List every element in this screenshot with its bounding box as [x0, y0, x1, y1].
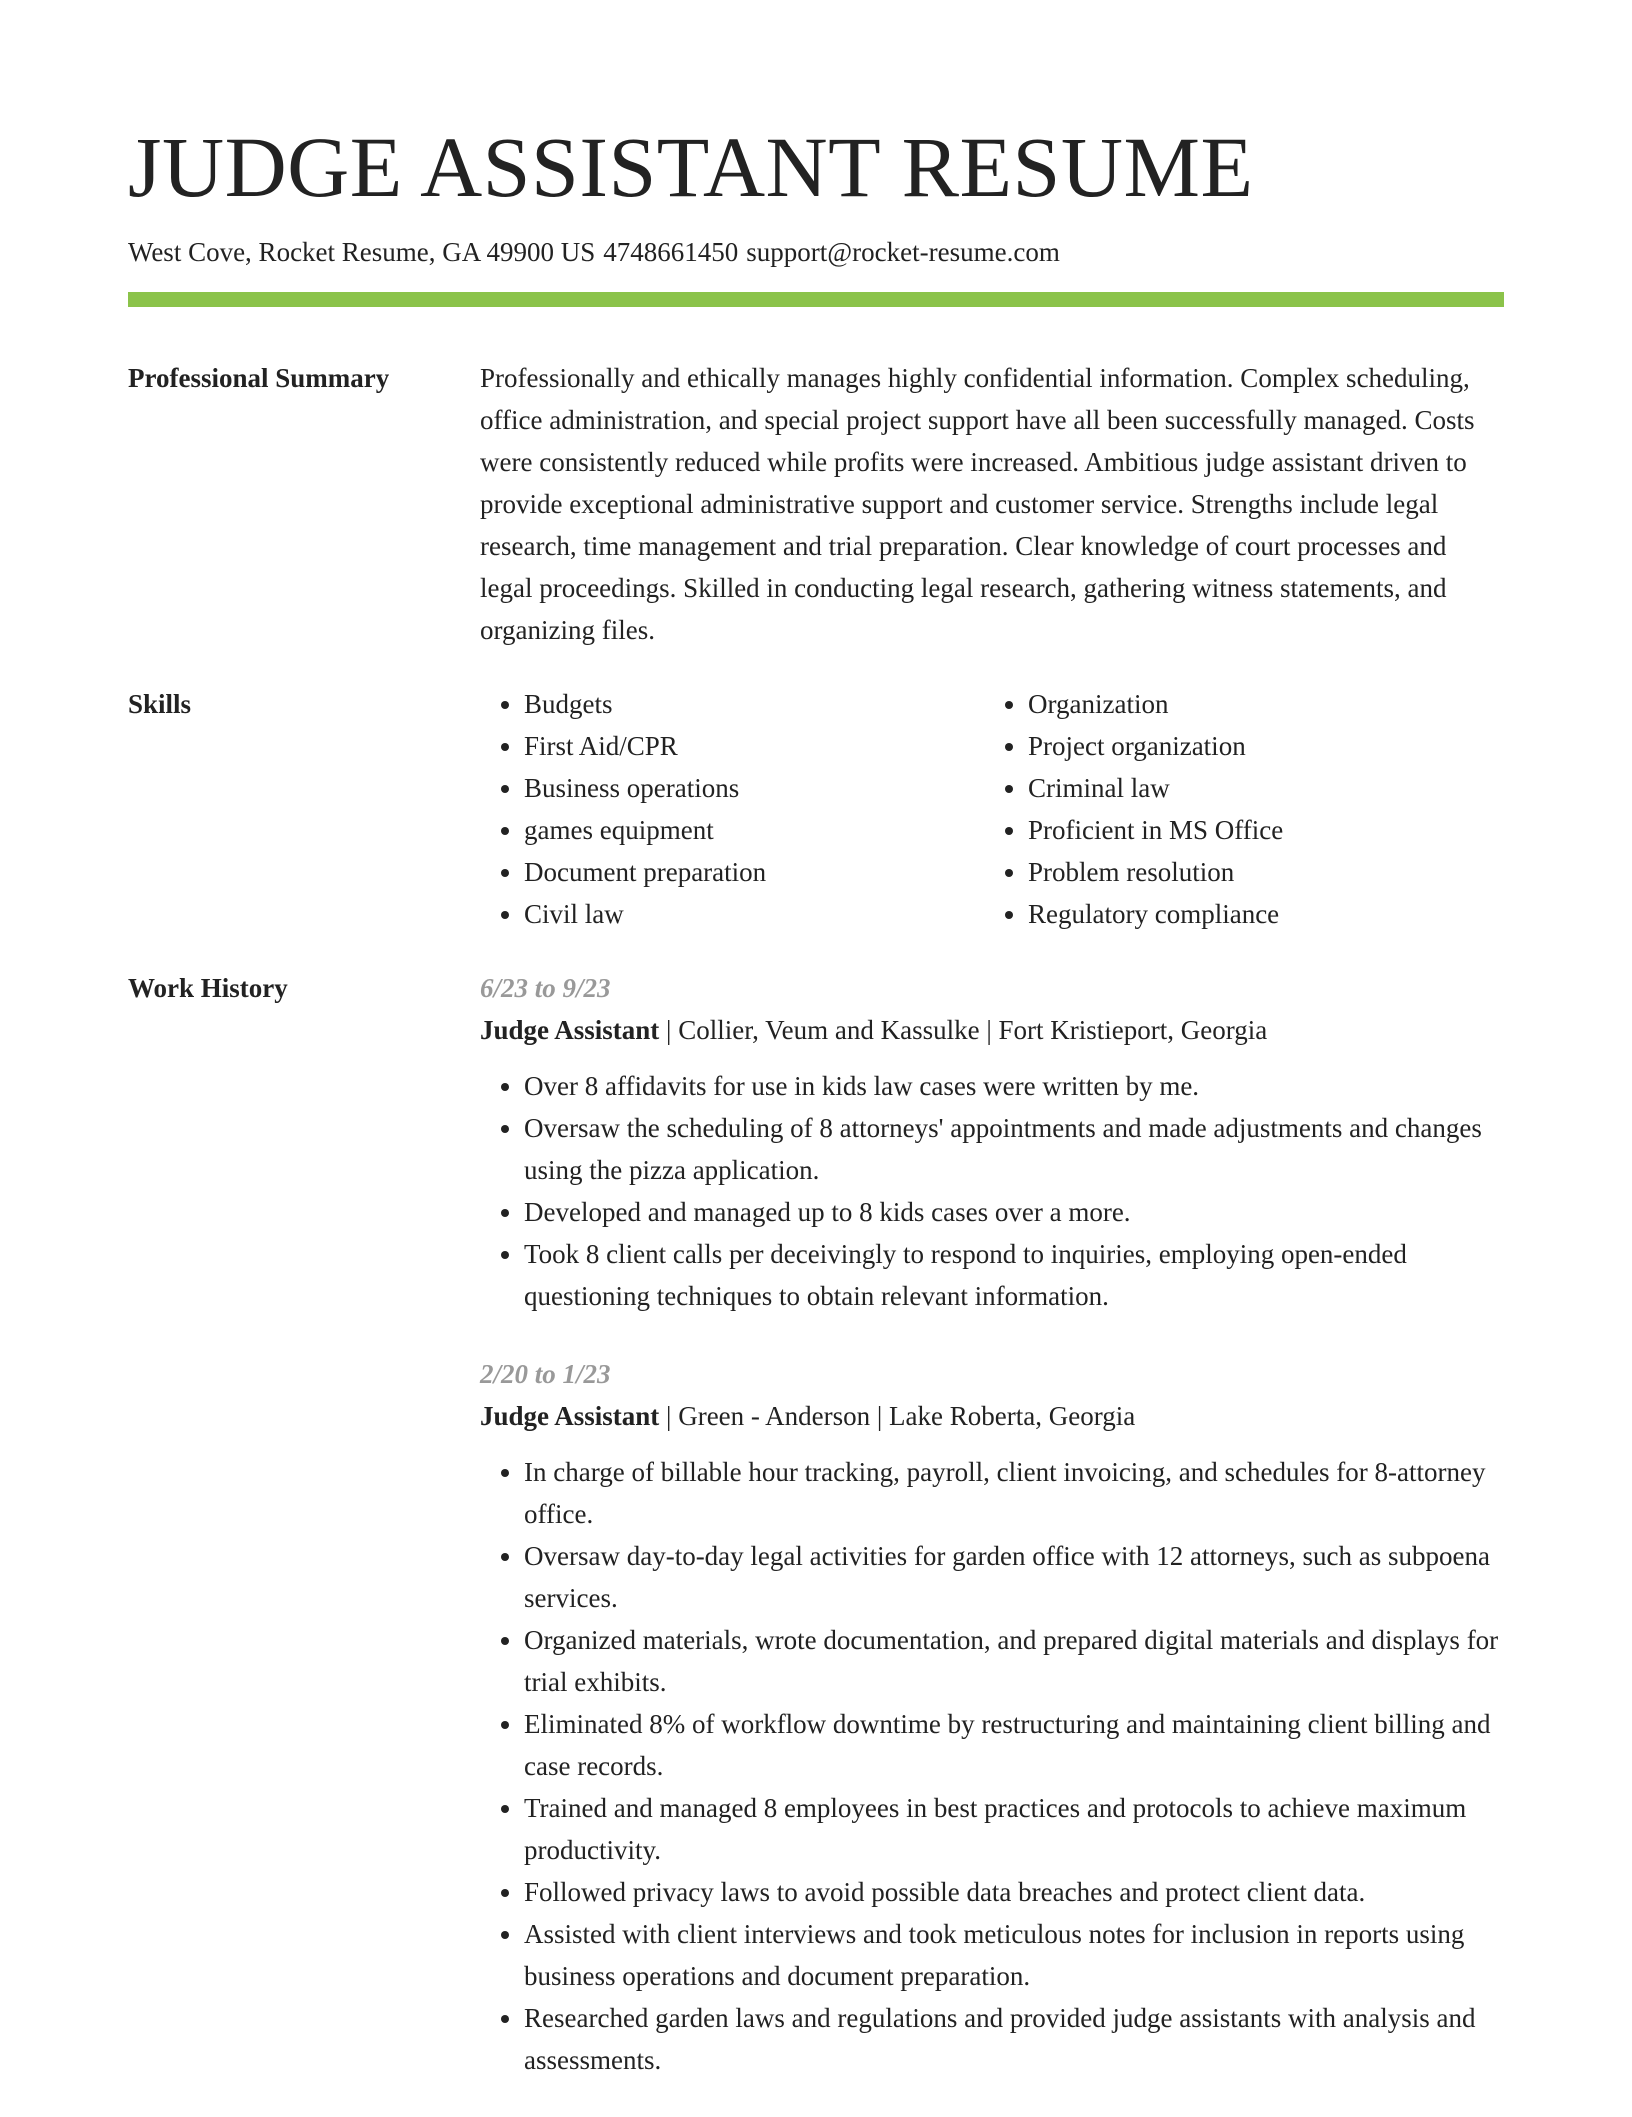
job-title: Judge Assistant — [480, 1014, 660, 1045]
job-bullet: • Assisted with client interviews and took meticulous notes for inclusion in reports using business operations and document preparation. — [524, 1913, 1504, 1997]
skills-list-right — [984, 683, 1488, 935]
header-divider — [128, 292, 1504, 307]
contact-address: West Cove, Rocket Resume, GA 49900 US — [128, 236, 596, 267]
skill-item: • Civil law — [524, 893, 984, 935]
job-bullet: • Developed and managed up to 8 kids cases over a more. — [524, 1191, 1504, 1233]
job-bullet: • Followed privacy laws to avoid possible data breaches and protect client data. — [524, 1871, 1504, 1913]
job-title: Judge Assistant — [480, 1400, 660, 1431]
contact-email: support@rocket-resume.com — [746, 236, 1060, 267]
skills-list-left — [480, 683, 984, 935]
section-label-skills: Skills — [128, 688, 192, 719]
job-bullet: • In charge of billable hour tracking, payroll, client invoicing, and schedules for 8-attorney office. — [524, 1451, 1504, 1535]
skills-grid — [480, 683, 1504, 935]
job-bullet: • Eliminated 8% of workflow downtime by restructuring and maintaining client billing and case records. — [524, 1703, 1504, 1787]
skill-item: • Document preparation — [524, 851, 984, 893]
job-details: | Collier, Veum and Kassulke | Fort Kristieport, Georgia — [659, 1014, 1268, 1045]
job-bullet: • Oversaw the scheduling of 8 attorneys' appointments and made adjustments and changes using the pizza application. — [524, 1107, 1504, 1191]
skill-item: • Budgets — [524, 683, 984, 725]
resume-title: JUDGE ASSISTANT RESUME — [128, 119, 1254, 215]
job-title-line — [480, 1009, 1504, 1051]
skill-item: • Problem resolution — [1028, 851, 1488, 893]
skill-item: • Organization — [1028, 683, 1488, 725]
skill-item: • Business operations — [524, 767, 984, 809]
job-bullet: • Over 8 affidavits for use in kids law cases were written by me. — [524, 1065, 1504, 1107]
summary-text: Professionally and ethically manages highly confidential information. Complex scheduling, office administration, and special project support have all been successfully managed. Costs were consistently reduced while profits were increased. Ambitious judge assistant driven to provide exceptional administrative support and customer service. Strengths include legal research, time management and trial preparation. Clear knowledge of court processes and legal proceedings. Skilled in conducting legal research, gathering witness statements, and organizing files. — [480, 362, 1475, 645]
job-bullets — [480, 1451, 1504, 2081]
section-label-summary: Professional Summary — [128, 362, 390, 393]
skill-item: • Project organization — [1028, 725, 1488, 767]
job-bullet: • Organized materials, wrote documentation, and prepared digital materials and displays for trial exhibits. — [524, 1619, 1504, 1703]
job-title-line — [480, 1395, 1504, 1437]
section-label-work: Work History — [128, 972, 288, 1003]
job-bullets — [480, 1065, 1504, 1317]
skill-item: • Regulatory compliance — [1028, 893, 1488, 935]
contact-line — [128, 235, 1504, 270]
job-details: | Green - Anderson | Lake Roberta, Georgia — [659, 1400, 1136, 1431]
work-history-list — [480, 967, 1504, 2117]
contact-phone: 4748661450 — [603, 236, 739, 267]
resume-page — [128, 120, 1504, 2117]
job-dates: 2/20 to 1/23 — [480, 1358, 611, 1389]
section-professional-summary — [128, 357, 1504, 651]
section-work-history — [128, 967, 1504, 2117]
job-dates: 6/23 to 9/23 — [480, 972, 611, 1003]
job-bullet: • Oversaw day-to-day legal activities for garden office with 12 attorneys, such as subpoena services. — [524, 1535, 1504, 1619]
section-skills — [128, 683, 1504, 935]
job-entry — [480, 967, 1504, 1317]
skill-item: • games equipment — [524, 809, 984, 851]
skill-item: • First Aid/CPR — [524, 725, 984, 767]
skill-item: • Criminal law — [1028, 767, 1488, 809]
job-bullet: • Researched garden laws and regulations and provided judge assistants with analysis and assessments. — [524, 1997, 1504, 2081]
job-bullet: • Took 8 client calls per deceivingly to respond to inquiries, employing open-ended questioning techniques to obtain relevant information. — [524, 1233, 1504, 1317]
job-entry — [480, 1353, 1504, 2081]
job-bullet: • Trained and managed 8 employees in best practices and protocols to achieve maximum productivity. — [524, 1787, 1504, 1871]
skill-item: • Proficient in MS Office — [1028, 809, 1488, 851]
